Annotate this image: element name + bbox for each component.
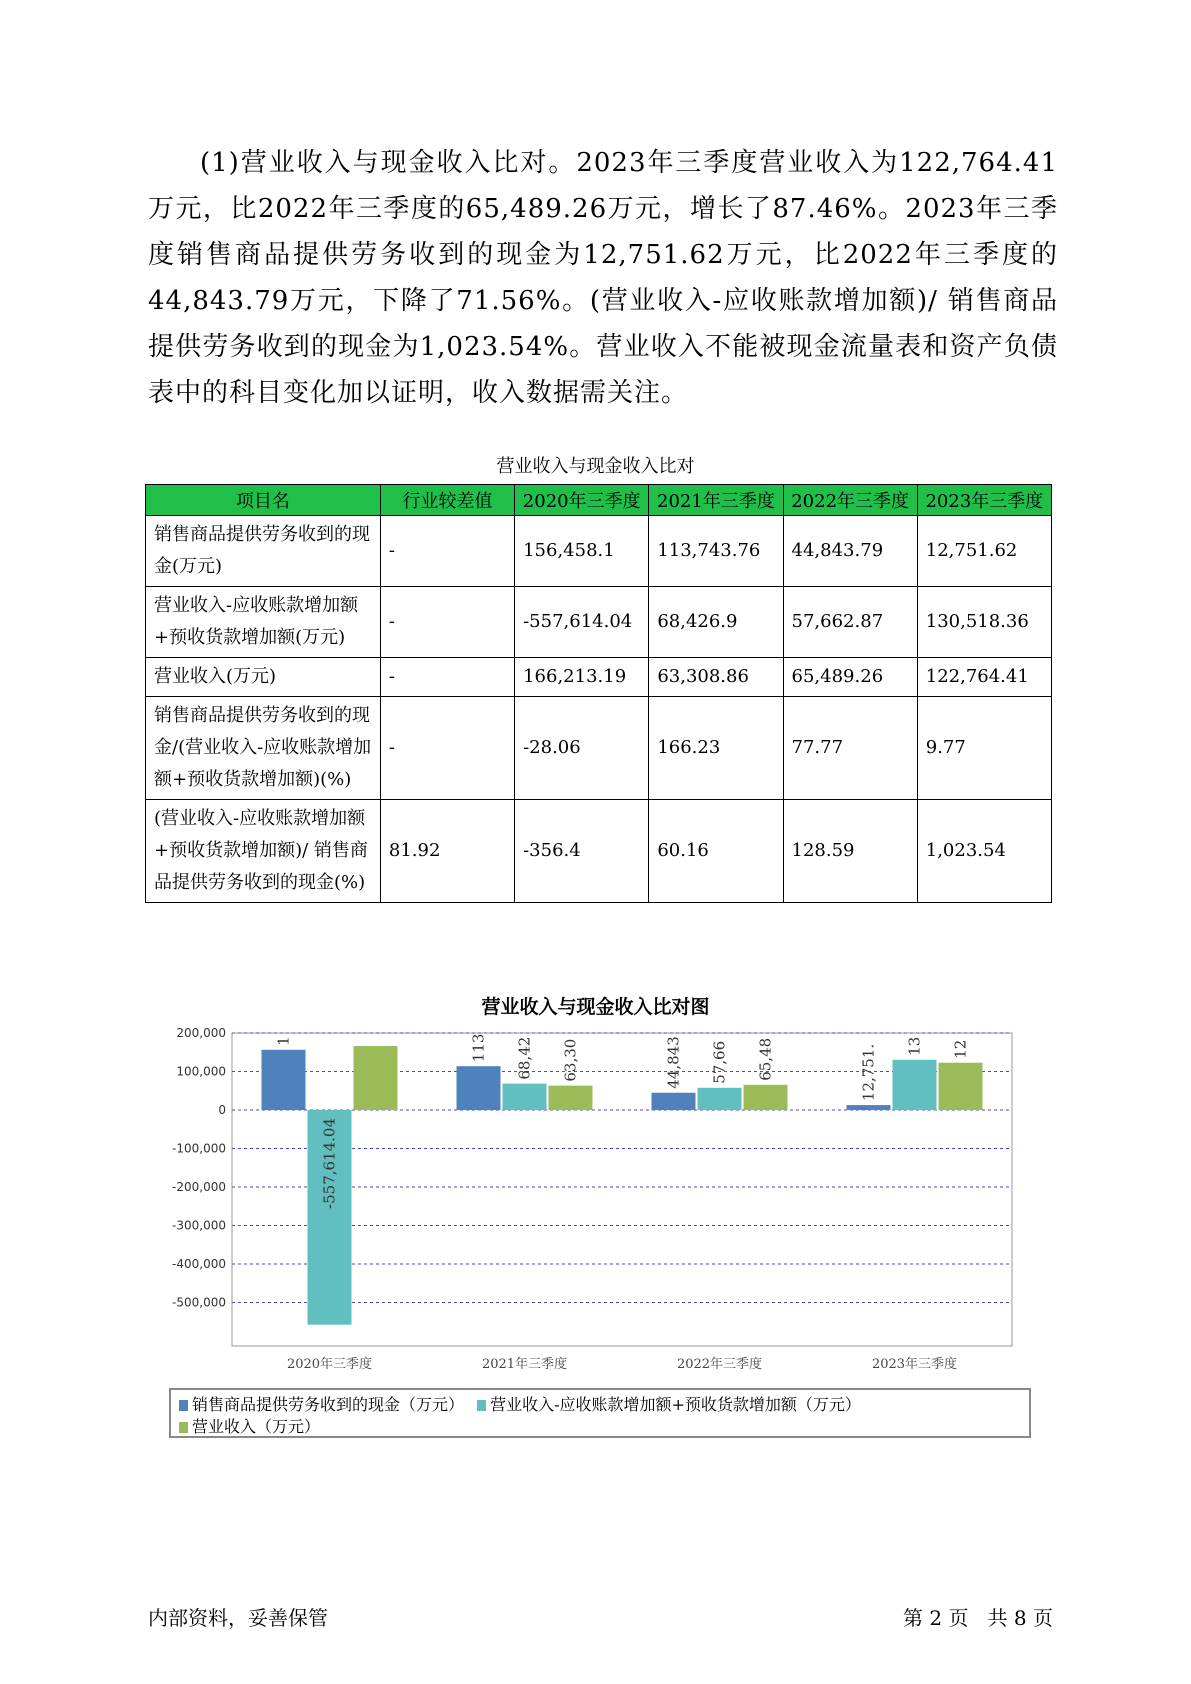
header-cell: 2022年三季度 — [783, 485, 917, 516]
y-tick-label: -100,000 — [172, 1141, 226, 1156]
bar — [503, 1084, 547, 1110]
x-tick-label: 2021年三季度 — [481, 1357, 568, 1372]
data-label: 113 — [469, 1033, 488, 1063]
table-cell: - — [380, 658, 514, 697]
y-tick-label: 0 — [218, 1103, 226, 1117]
table-cell: 166.23 — [649, 697, 783, 800]
table-cell: 68,426.9 — [649, 587, 783, 658]
table-cell: 12,751.62 — [917, 516, 1051, 587]
y-tick-label: -500,000 — [172, 1295, 226, 1310]
table-cell: - — [380, 516, 514, 587]
chart-legend — [169, 1388, 1031, 1438]
bar — [652, 1093, 696, 1110]
chart-title: 营业收入与现金收入比对图 — [481, 996, 710, 1018]
footer-note: 内部资料，妥善保管 — [148, 1606, 328, 1630]
legend-label: 营业收入-应收账款增加额+预收货款增加额（万元） — [490, 1395, 861, 1414]
table-cell: 166,213.19 — [515, 658, 649, 697]
table-cell: 65,489.26 — [783, 658, 917, 697]
table-cell: -28.06 — [515, 697, 649, 800]
header-cell: 2023年三季度 — [917, 485, 1051, 516]
header-cell: 行业较差值 — [380, 485, 514, 516]
bar — [457, 1066, 501, 1110]
data-label: 44,843 — [664, 1036, 683, 1089]
header-cell: 2020年三季度 — [515, 485, 649, 516]
data-label: 65,48 — [756, 1037, 775, 1081]
data-label: 57,66 — [710, 1040, 729, 1084]
x-tick-label: 2023年三季度 — [871, 1357, 958, 1372]
table-cell: 122,764.41 — [917, 658, 1051, 697]
row-label: 销售商品提供劳务收到的现金(万元) — [146, 516, 381, 587]
table-title: 营业收入与现金收入比对 — [496, 456, 695, 477]
row-label: 营业收入-应收账款增加额+预收货款增加额(万元) — [146, 587, 381, 658]
table-cell: - — [380, 587, 514, 658]
table-cell: 1,023.54 — [917, 800, 1051, 903]
bar — [549, 1086, 593, 1110]
table-cell: 9.77 — [917, 697, 1051, 800]
y-tick-label: -400,000 — [172, 1257, 226, 1271]
table-cell: - — [380, 697, 514, 800]
table-cell: 113,743.76 — [649, 516, 783, 587]
data-label: 12,751. — [859, 1043, 878, 1102]
legend-label: 营业收入（万元） — [192, 1417, 321, 1436]
y-tick-label: 200,000 — [176, 1026, 226, 1040]
bar — [744, 1085, 788, 1110]
table-cell: 81.92 — [380, 800, 514, 903]
x-tick-label: 2022年三季度 — [676, 1357, 763, 1372]
header-cell: 2021年三季度 — [649, 485, 783, 516]
data-label: 1 — [274, 1036, 293, 1046]
y-tick-label: -300,000 — [172, 1218, 226, 1233]
table-cell: 128.59 — [783, 800, 917, 903]
legend-item — [179, 1416, 320, 1438]
legend-label: 销售商品提供劳务收到的现金（万元） — [192, 1395, 465, 1414]
bar — [698, 1088, 742, 1110]
row-label: (营业收入-应收账款增加额+预收货款增加额)/ 销售商品提供劳务收到的现金(%) — [146, 800, 381, 903]
legend-item — [179, 1394, 464, 1416]
bar — [262, 1050, 306, 1110]
table-cell: 57,662.87 — [783, 587, 917, 658]
bar — [354, 1046, 398, 1110]
legend-swatch-icon — [179, 1422, 188, 1433]
y-tick-label: -200,000 — [172, 1180, 226, 1194]
legend-swatch-icon — [179, 1400, 188, 1411]
x-tick-label: 2020年三季度 — [286, 1357, 373, 1372]
bar — [847, 1105, 891, 1110]
table-cell: 63,308.86 — [649, 658, 783, 697]
table-cell: 130,518.36 — [917, 587, 1051, 658]
y-tick-label: 100,000 — [176, 1064, 226, 1079]
data-label: 12 — [951, 1039, 970, 1059]
bar — [893, 1060, 937, 1110]
bar — [939, 1063, 983, 1110]
analysis-paragraph: (1)营业收入与现金收入比对。2023年三季度营业收入为122,764.41万元，比2022年三季度的65,489.26万元，增长了87.46%。2023年三季度销售商品提供劳务收到的现金为12,751.62万元，比2022年三季度的44,843.79万元，下降了71.56%。(营业收入-应收账款增加额)/ 销售商品提供劳务收到的现金为1,023.54%。营业收入不能被现金流量表和资产负债表中的科目变化加以证明，收入数据需关注。 — [148, 148, 1058, 408]
data-label: 13 — [905, 1036, 924, 1056]
data-label: -557,614.04 — [320, 1118, 339, 1209]
table-cell: 44,843.79 — [783, 516, 917, 587]
table-cell: 156,458.1 — [515, 516, 649, 587]
table-cell: -557,614.04 — [515, 587, 649, 658]
table-cell: -356.4 — [515, 800, 649, 903]
page-number: 第 2 页 共 8 页 — [903, 1606, 1053, 1630]
data-label: 63,30 — [561, 1038, 580, 1082]
row-label: 销售商品提供劳务收到的现金/(营业收入-应收账款增加额+预收货款增加额)(%) — [146, 697, 381, 800]
legend-swatch-icon — [477, 1400, 486, 1411]
legend-item — [477, 1394, 861, 1416]
header-cell: 项目名 — [146, 485, 381, 516]
table-cell: 77.77 — [783, 697, 917, 800]
table-cell: 60.16 — [649, 800, 783, 903]
data-label: 68,42 — [515, 1036, 534, 1080]
row-label: 营业收入(万元) — [146, 658, 381, 697]
